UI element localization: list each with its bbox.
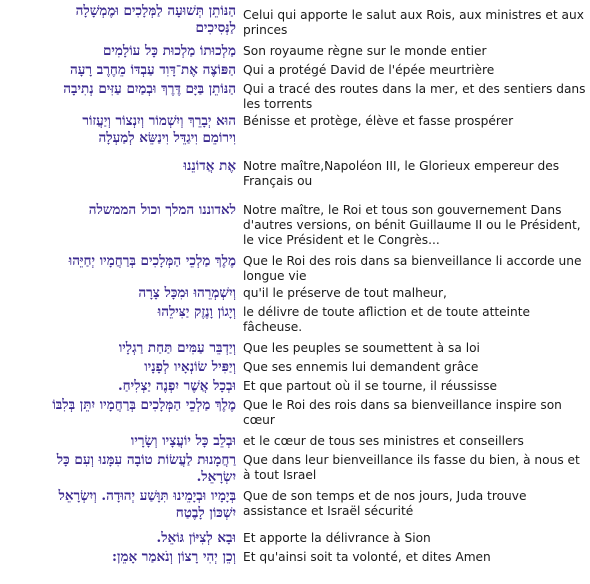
prayer-row: [0, 487, 590, 529]
hebrew-text: מֶלֶךְ מַלְכֵי הַמְּלָכִים בְּרַחֲמָיו יִתֵּן בְּלִבּוֹ: [52, 397, 236, 413]
hebrew-cell: [0, 80, 238, 112]
prayer-row: [0, 396, 590, 432]
hebrew-text: מֶלֶךְ מַלְכֵי הַמְּלָכִים בְּרַחֲמָיו יְחַיֵּהוּ: [68, 253, 236, 269]
prayer-row: [0, 339, 590, 358]
prayer-row: [0, 80, 590, 112]
french-text: Bénisse et protège, élève et fasse prospérer: [243, 114, 514, 128]
hebrew-text: וּבְלֵב כָּל יוֹעֲצָיו וְשָׂרָיו: [130, 433, 236, 449]
hebrew-cell: [0, 284, 238, 303]
hebrew-cell: [0, 61, 238, 80]
prayer-row: [0, 252, 590, 284]
prayer-row: [0, 284, 590, 303]
french-text: Que dans leur bienveillance ils fasse du bien, à nous et à tout Israel: [243, 453, 580, 482]
prayer-row: [0, 529, 590, 548]
hebrew-text: בְּיָמָיו וּבְיָמֵינוּ תִּוָּשַׁע יְהוּדָה. וְיִשְׂרָאֵל: [58, 488, 236, 504]
hebrew-cell: [0, 487, 238, 529]
hebrew-text: הַפּוֹצֶה אֶת־דָּוִד עַבְדּוֹ מֵחֶרֶב רָעָה: [70, 62, 236, 78]
french-text: et le cœur de tous ses ministres et conseillers: [243, 434, 524, 448]
hebrew-cell: [0, 548, 238, 568]
hebrew-cell: [0, 252, 238, 284]
hebrew-text: מַלְכוּתוֹ מַלְכוּת כָּל עוֹלָמִים: [102, 43, 236, 59]
hebrew-text: יִשְׁכּוֹן לָבֶטַח: [175, 505, 236, 521]
hebrew-cell: [0, 0, 238, 42]
hebrew-text: וּבְכָל אֲשֶׁר יִפְנֶה יַצְלִיחַ.: [117, 378, 236, 394]
hebrew-cell: [0, 201, 238, 252]
hebrew-cell: [0, 112, 238, 157]
french-text: Notre maître,Napoléon III, le Glorieux empereur des Français ou: [243, 159, 560, 188]
hebrew-cell: [0, 157, 238, 201]
hebrew-text: וְיָגוֹן וָנֶזֶק יַצִּילֵהוּ: [157, 304, 236, 320]
hebrew-text: לַנְּסִיכִים: [195, 20, 236, 36]
prayer-row: [0, 358, 590, 377]
hebrew-text: וִירוֹמֵם וִיגַדֵּל וִינַשֵּׂא לְמַעְלָה: [98, 130, 236, 146]
prayer-row: [0, 377, 590, 396]
french-text: Son royaume règne sur le monde entier: [243, 44, 487, 58]
prayer-row: [0, 61, 590, 80]
hebrew-cell: [0, 358, 238, 377]
hebrew-text: יִשְׂרָאֵל.: [196, 469, 236, 485]
french-text: Que de son temps et de nos jours, Juda trouve assistance et Israël sécurité: [243, 489, 527, 518]
prayer-row: [0, 157, 590, 201]
hebrew-cell: [0, 339, 238, 358]
prayer-row: [0, 201, 590, 252]
french-text: Qui a protégé David de l'épée meurtrière: [243, 63, 495, 77]
prayer-row: [0, 432, 590, 451]
prayer-row: [0, 303, 590, 339]
french-text: Et qu'ainsi soit ta volonté, et dites Amen: [243, 550, 491, 564]
french-text: Qui a tracé des routes dans la mer, et des sentiers dans les torrents: [243, 82, 586, 111]
hebrew-cell: [0, 529, 238, 548]
hebrew-cell: [0, 451, 238, 487]
hebrew-text: וְיִשְׁמְרֵהוּ וּמִכָּל צָרָה: [138, 285, 236, 301]
hebrew-text: הוּא יְבָרֵךְ וְיִשְׁמוֹר וְיִנְצוֹר וְיַעֲזוֹר: [82, 113, 236, 129]
french-text: Notre maître, le Roi et tous son gouvernement Dans d'autres versions, on bénit Guillaume II ou le Président, le vice Président et le Congrès...: [243, 203, 581, 247]
french-text: Que le Roi des rois dans sa bienveillance inspire son cœur: [243, 398, 562, 427]
french-text: Et que partout où il se tourne, il réussisse: [243, 379, 498, 393]
prayer-row: [0, 0, 590, 42]
hebrew-cell: [0, 303, 238, 339]
hebrew-cell: [0, 377, 238, 396]
hebrew-cell: [0, 42, 238, 61]
hebrew-cell: [0, 432, 238, 451]
hebrew-text: וְיַדְבֵּר עַמִּים תַּחַת רַגְלָיו: [118, 340, 236, 356]
prayer-row: [0, 548, 590, 568]
french-text: qu'il le préserve de tout malheur,: [243, 286, 447, 300]
prayer-row: [0, 112, 590, 157]
french-text: Que le Roi des rois dans sa bienveillance li accorde une longue vie: [243, 254, 582, 283]
hebrew-text: הַנּוֹתֵן תְּשׁוּעָה לַמְּלָכִים וּמֶמְשָׁלָה: [75, 3, 236, 19]
french-text: Et apporte la délivrance à Sion: [243, 531, 431, 545]
hebrew-text: אֶת אֲדוֹנֵנוּ: [183, 158, 236, 174]
hebrew-text: הַנּוֹתֵן בַּיָּם דֶּרֶךְ וּבְמַיִם עַזִּים נְתִיבָה: [63, 81, 236, 97]
hebrew-text: לאדוננו המלך וכול הממשלה: [88, 202, 236, 218]
hebrew-cell: [0, 396, 238, 432]
prayer-row: [0, 42, 590, 61]
hebrew-text: וּבָא לְצִיּוֹן גּוֹאֵל.: [156, 530, 236, 546]
french-text: le délivre de toute afliction et de toute atteinte fâcheuse.: [243, 305, 531, 334]
hebrew-text: רַחֲמָנוּת לַעֲשׂוֹת טוֹבָה עִמָּנוּ וְעִם כָּל: [56, 452, 236, 468]
hebrew-text: וְיַפִּיל שׂוֹנְאָיו לְפָנָיו: [144, 359, 236, 375]
prayer-row: [0, 451, 590, 487]
hebrew-text: וְכֵן יְהִי רָצוֹן וְנֹאמַר אָמֵן:: [112, 549, 236, 565]
french-text: Que ses ennemis lui demandent grâce: [243, 360, 479, 374]
french-text: Que les peuples se soumettent à sa loi: [243, 341, 480, 355]
french-text: Celui qui apporte le salut aux Rois, aux ministres et aux princes: [243, 8, 584, 37]
